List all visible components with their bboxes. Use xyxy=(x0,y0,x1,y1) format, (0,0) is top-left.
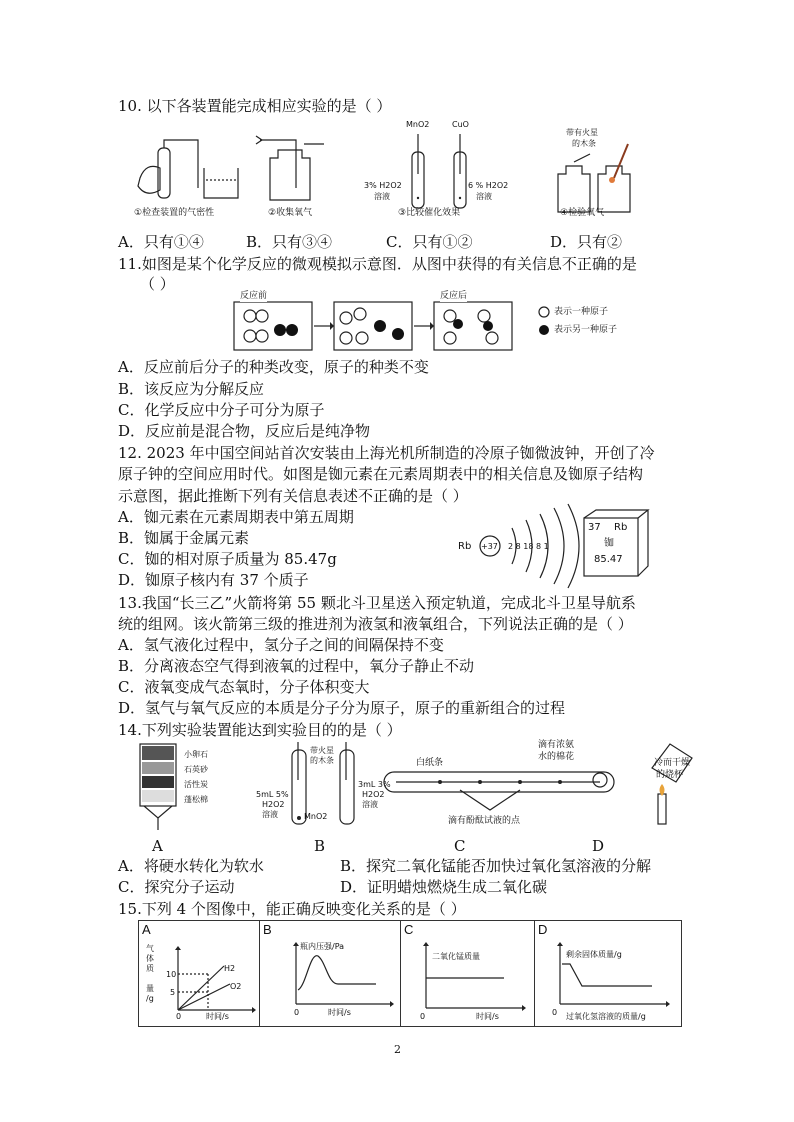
q10-option-b: B．只有③④ xyxy=(246,233,333,251)
legend-other-atom: 表示另一种原子 xyxy=(554,325,618,335)
q13-line-2: 统的组网。该火箭第三级的推进剂为液氢和液氧组合，下列说法正确的是（ ） xyxy=(118,615,633,633)
before-label: 反应前 xyxy=(240,291,268,301)
q11-paren: （ ） xyxy=(140,275,175,293)
after-label: 反应后 xyxy=(440,291,468,301)
layer-pebbles: 小卵石 xyxy=(184,750,208,759)
a-origin: 0 xyxy=(176,1012,182,1021)
h2o2-3-label: 3% H2O2 xyxy=(364,181,402,190)
solution-left-label: 溶液 xyxy=(374,192,390,201)
a-h2-label: H2 xyxy=(224,964,236,973)
a-xlabel: 时间/s xyxy=(206,1012,229,1021)
d-xlabel: 过氧化氢溶液的质量/g xyxy=(566,1012,646,1021)
q11-stem: 11.如图是某个化学反应的微观模拟示意图．从图中获得的有关信息不正确的是 xyxy=(118,255,637,273)
q15-cell-d-label: D xyxy=(538,922,548,937)
q12-option-b: B．铷属于金属元素 xyxy=(118,529,250,547)
q12-option-d: D．铷原子核内有 37 个质子 xyxy=(118,571,309,589)
caption-1: ①检查装置的气密性 xyxy=(134,208,215,218)
spark-label: 带有火星 xyxy=(566,128,598,137)
rb-shells: 2 8 18 8 1 xyxy=(508,542,549,551)
b-spark-2: 的木条 xyxy=(310,756,334,765)
q12-option-c: C．铷的相对原子质量为 85.47g xyxy=(118,550,337,568)
q13-option-d: D．氢气与氧气反应的本质是分子分为原子，原子的重新组合的过程 xyxy=(118,699,566,717)
a-tick-5: 5 xyxy=(170,988,176,997)
rb-atomic-mass: 85.47 xyxy=(594,554,623,565)
c-cotton-2: 水的棉花 xyxy=(538,752,575,762)
c-ylabel: 二氧化锰质量 xyxy=(432,952,480,961)
a-tick-10: 10 xyxy=(166,970,177,979)
q13-line-1: 13.我国“长三乙”火箭将第 55 颗北斗卫星送入预定轨道，完成北斗卫星导航系 xyxy=(118,594,636,612)
rb-element-symbol: Rb xyxy=(614,522,628,533)
rb-element-cell xyxy=(582,510,652,580)
q10-option-c: C．只有①② xyxy=(386,233,473,251)
d-cup: 冷而干燥 xyxy=(654,758,691,768)
a-ylabel-4: 量 xyxy=(146,984,154,993)
gas-collection-bottle-icon xyxy=(256,136,324,200)
q10-stem: 10. 以下各装置能完成相应实验的是（ ） xyxy=(118,97,392,115)
q14-option-a: A．将硬水转化为软水 xyxy=(118,857,264,875)
q13-option-c: C．液氧变成气态氧时，分子体积变大 xyxy=(118,678,370,696)
q15-stem: 15.下列 4 个图像中，能正确反映变化关系的是（ ） xyxy=(118,900,466,918)
a-ylabel-1: 气 xyxy=(146,944,154,953)
b-mno2: MnO2 xyxy=(304,812,328,821)
q12-line-2: 原子钟的空间应用时代。如图是铷元素在元素周期表中的相关信息及铷原子结构 xyxy=(118,465,644,483)
q15-cell-b-label: B xyxy=(263,922,272,937)
b-ylabel: 瓶内压强/Pa xyxy=(300,942,345,951)
airtightness-apparatus-icon xyxy=(138,140,238,198)
c-xlabel: 时间/s xyxy=(476,1012,499,1021)
q11-option-a: A．反应前后分子的种类改变，原子的种类不变 xyxy=(118,358,429,376)
d-origin: 0 xyxy=(552,1008,558,1017)
b-left: 5mL 5% xyxy=(256,790,289,799)
q12-line-3: 示意图，据此推断下列有关信息表述不正确的是（ ） xyxy=(118,487,468,505)
spark-label-2: 的木条 xyxy=(572,139,596,148)
legend-one-atom: 表示一种原子 xyxy=(554,307,609,317)
layer-carbon: 活性炭 xyxy=(184,780,208,789)
a-ylabel-2: 体 xyxy=(146,954,154,963)
layer-cotton: 蓬松棉 xyxy=(184,795,208,804)
c-origin: 0 xyxy=(420,1012,426,1021)
b-right-2: H2O2 xyxy=(362,790,385,799)
rb-atom-symbol: Rb xyxy=(458,541,472,552)
oxygen-test-bottles-icon xyxy=(558,144,630,212)
a-o2-label: O2 xyxy=(230,982,242,991)
q14-option-d: D．证明蜡烛燃烧生成二氧化碳 xyxy=(340,878,548,896)
q10-option-a: A．只有①④ xyxy=(118,233,204,251)
layer-quartz: 石英砂 xyxy=(184,765,208,774)
h2o2-6-label: 6 % H2O2 xyxy=(468,181,509,190)
rb-element-name: 铷 xyxy=(604,538,614,549)
graph-a xyxy=(160,940,260,1020)
caption-3: ③比较催化效果 xyxy=(398,208,461,218)
a-ylabel-3: 质 xyxy=(146,964,154,973)
q13-option-a: A．氢气液化过程中，氢分子之间的间隔保持不变 xyxy=(118,636,444,654)
page-number: 2 xyxy=(394,1043,401,1056)
q15-cell-c-label: C xyxy=(404,922,414,937)
caption-4: ④检验氧气 xyxy=(560,208,605,218)
c-cotton: 滴有浓氨 xyxy=(538,740,575,750)
ammonia-diffusion-tube-icon xyxy=(384,772,614,810)
b-right: 3mL 3% xyxy=(358,780,391,789)
q15-cell-a-label: A xyxy=(142,922,151,937)
q14-letter-c: C xyxy=(454,837,466,855)
q10-option-d: D．只有② xyxy=(550,233,623,251)
q11-option-d: D．反应前是混合物，反应后是纯净物 xyxy=(118,422,371,440)
b-xlabel: 时间/s xyxy=(328,1008,351,1017)
q11-option-c: C．化学反应中分子可分为原子 xyxy=(118,401,325,419)
b-origin: 0 xyxy=(294,1008,300,1017)
q14-stem: 14.下列实验装置能达到实验目的的是（ ） xyxy=(118,721,402,739)
rb-nucleus: +37 xyxy=(481,542,498,551)
caption-2: ②收集氧气 xyxy=(268,208,313,218)
q14-letter-d: D xyxy=(592,837,605,855)
d-ylabel: 剩余固体质量/g xyxy=(566,950,622,959)
q14-option-b: B．探究二氧化锰能否加快过氧化氢溶液的分解 xyxy=(340,857,652,875)
q12-option-a: A．铷元素在元素周期表中第五周期 xyxy=(118,508,354,526)
solution-right-label: 溶液 xyxy=(476,192,492,201)
water-filter-icon xyxy=(140,744,176,830)
q11-reaction-diagram xyxy=(232,294,532,354)
q13-option-b: B．分离液态空气得到液氧的过程中，氧分子静止不动 xyxy=(118,657,475,675)
q12-line-1: 12. 2023 年中国空间站首次安装由上海光机所制造的冷原子铷微波钟，开创了冷 xyxy=(118,444,655,462)
b-left-2: H2O2 xyxy=(262,800,285,809)
catalyst-compare-tubes-icon xyxy=(412,134,466,208)
q14-figure xyxy=(130,740,690,840)
c-paper: 白纸条 xyxy=(416,758,444,768)
rb-atomic-number: 37 xyxy=(588,522,601,533)
candle-beaker-icon xyxy=(652,744,692,824)
cuo-label: CuO xyxy=(452,120,469,129)
mno2-label: MnO2 xyxy=(406,120,430,129)
q11-option-b: B．该反应为分解反应 xyxy=(118,380,265,398)
b-left-3: 溶液 xyxy=(262,810,278,819)
c-dots: 滴有酚酞试液的点 xyxy=(448,816,521,826)
q14-letter-b: B xyxy=(314,837,326,855)
q14-option-c: C．探究分子运动 xyxy=(118,878,235,896)
q14-letter-a: A xyxy=(152,837,163,855)
b-right-3: 溶液 xyxy=(362,800,378,809)
b-spark: 带火星 xyxy=(310,746,334,755)
a-ylabel-5: /g xyxy=(146,994,154,1003)
d-cup-2: 的烧杯 xyxy=(656,770,684,780)
